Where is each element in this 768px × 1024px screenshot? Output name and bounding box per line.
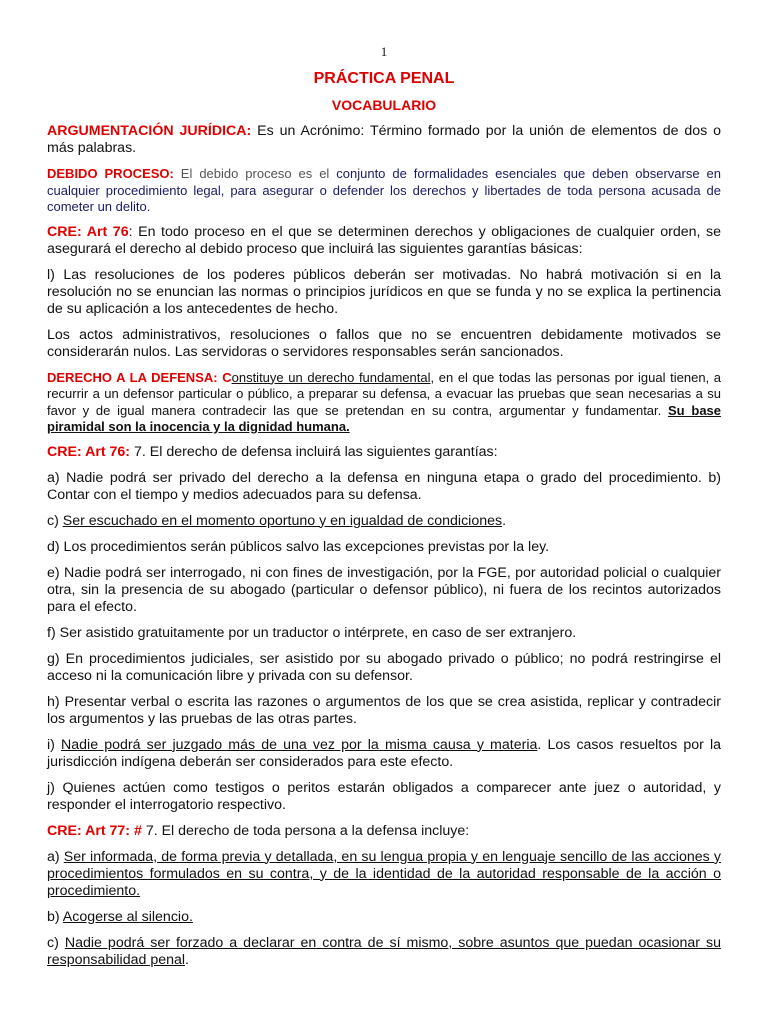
underlined-text: Ser escuchado en el momento oportuno y en igualdad de condiciones xyxy=(62,512,503,529)
term-label: ARGUMENTACIÓN JURÍDICA: xyxy=(47,123,252,139)
underlined-text: onstituye un derecho fundamental xyxy=(231,369,431,385)
paragraph-argumentacion xyxy=(47,123,721,157)
list-item-77c xyxy=(47,935,721,969)
item-prefix: i) xyxy=(47,736,62,753)
list-item-i xyxy=(47,737,721,771)
page-number: 1 xyxy=(380,44,388,59)
article-label: CRE: Art 76: xyxy=(47,443,131,460)
paragraph-debido-proceso xyxy=(47,166,721,216)
paragraph-art76-7 xyxy=(47,444,721,461)
item-prefix: b) xyxy=(47,908,63,925)
list-item-77b xyxy=(47,909,721,926)
item-prefix: a) xyxy=(47,848,64,865)
paragraph-text: Es un Acrónimo: Término formado por la unión de elementos de dos o más palabras. xyxy=(47,123,722,156)
list-item-f: f) Ser asistido gratuitamente por un traductor o intérprete, en caso de ser extranjero. xyxy=(47,624,577,641)
document-subtitle: VOCABULARIO xyxy=(331,97,437,113)
list-item-j: j) Quienes actúen como testigos o peritos estarán obligados a comparecer ante juez o autoridad, y responder el interrogatorio respectivo. xyxy=(47,779,721,813)
paragraph-text: 7. El derecho de defensa incluirá las siguientes garantías: xyxy=(130,443,498,460)
emphasis-text: Su base piramidal son la inocencia y la dignidad humana. xyxy=(47,402,722,434)
underlined-text: Nadie podrá ser juzgado más de una vez por la misma causa y materia xyxy=(61,736,538,753)
paragraph-art76 xyxy=(47,224,721,258)
list-item-77a xyxy=(47,849,721,900)
term-label: DEBIDO PROCESO: xyxy=(47,166,174,181)
list-item-a: a) Nadie podrá ser privado del derecho a la defensa en ninguna etapa o grado del procedimiento. b) Contar con el tiempo y medios adecuados para su defensa. xyxy=(47,469,721,503)
paragraph-art77 xyxy=(47,823,721,840)
article-label: CRE: Art 76 xyxy=(47,223,129,240)
list-item-g: g) En procedimientos judiciales, ser asistido por su abogado privado o público; no podrá restringirse el acceso ni la comunicación libre y privada con su defensor. xyxy=(47,650,721,684)
document-body xyxy=(47,123,721,978)
item-suffix: . Los casos resueltos por la jurisdicción indígena deberán ser considerados para este efecto. xyxy=(47,736,722,770)
paragraph-text: 7. El derecho de toda persona a la defensa incluye: xyxy=(141,822,470,839)
paragraph-text: : En todo proceso en el que se determinen derechos y obligaciones de cualquier orden, se asegurará el derecho al debido proceso que incluirá las siguientes garantías básicas: xyxy=(47,223,722,257)
document-title: PRÁCTICA PENAL xyxy=(313,70,455,87)
paragraph-motivacion: l) Las resoluciones de los poderes públicos deberán ser motivadas. No habrá motivación si en la resolución no se enuncian las normas o principios jurídicos en que se funda y no se explica la pertinencia de su aplicación a los antecedentes de hecho. xyxy=(47,266,721,317)
paragraph-text: conjunto de formalidades esenciales que deben observarse en cualquier procedimiento legal, para asegurar o defender los derechos y libertades de toda persona acusada de cometer un delito. xyxy=(47,166,721,214)
list-item-d: d) Los procedimientos serán públicos salvo las excepciones previstas por la ley. xyxy=(47,538,550,555)
paragraph-derecho-defensa xyxy=(47,370,721,436)
underlined-text: Acogerse al silencio. xyxy=(62,908,193,925)
list-item-h: h) Presentar verbal o escrita las razones o argumentos de los que se crea asistida, replicar y contradecir los argumentos y las pruebas de las otras partes. xyxy=(47,693,721,727)
paragraph-actos: Los actos administrativos, resoluciones o fallos que no se encuentren debidamente motivados se considerarán nulos. Las servidoras o servidores responsables serán sancionados. xyxy=(47,326,721,360)
list-item-e: e) Nadie podrá ser interrogado, ni con fines de investigación, por la FGE, por autoridad policial o cualquier otra, sin la presencia de su abogado (particular o defensor público), ni fuera de los recintos autorizados para el efecto. xyxy=(47,564,721,615)
underlined-text: Nadie podrá ser forzado a declarar en contra de sí mismo, sobre asuntos que puedan ocasionar su responsabilidad penal xyxy=(47,934,721,968)
article-label: CRE: Art 77: # xyxy=(47,822,142,839)
paragraph-text: El debido proceso es el xyxy=(173,166,337,181)
item-suffix: . xyxy=(502,512,507,529)
list-item-c xyxy=(47,513,721,530)
item-prefix: c) xyxy=(47,934,65,951)
paragraph-text: , en el que todas las personas por igual tienen, a recurrir a un defensor particular o público, a preparar su defensa, a evacuar las pruebas que sean necesarias a su favor y de igual manera contradecir las que se pretendan en su contra, argumentar y fundamentar. xyxy=(47,369,722,418)
term-label: DERECHO A LA DEFENSA: C xyxy=(47,369,232,385)
item-prefix: c) xyxy=(47,512,63,529)
item-suffix: . xyxy=(185,951,189,968)
underlined-text: Ser informada, de forma previa y detallada, en su lengua propia y en lenguaje sencillo de las acciones y procedimientos formulados en su contra, y de la identidad de la autoridad responsable de la acción o procedimiento. xyxy=(47,848,721,899)
